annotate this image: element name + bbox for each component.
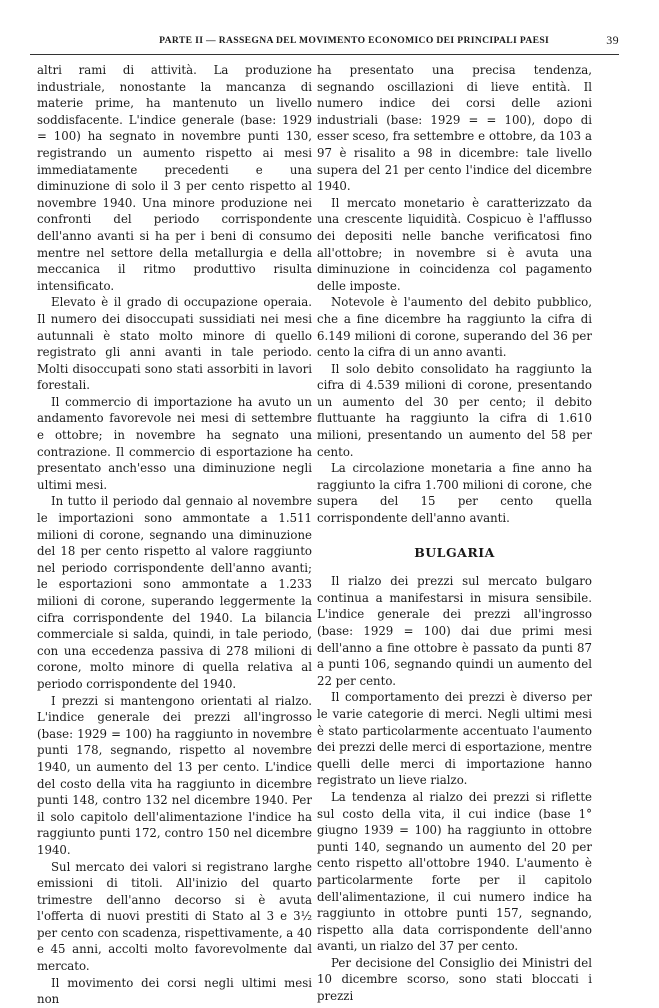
- paragraph: Sul mercato dei valori si registrano larghe emissioni di titoli. All'inizio del quarto trimestre dell'anno decorso si è avuta l'offerta di nuovi prestiti di Stato al 3 e 3½ per cento con scadenza, rispettivamente, a 40 e 45 anni, accolti molto favorevolmente dal mercato.: [37, 859, 312, 974]
- paragraph: Il mercato monetario è caratterizzato da una crescente liquidità. Cospicuo è l'afflusso dei depositi nelle banche verificatosi fino all'ottobre; in novembre si è avuta una diminuzione in coincidenza col pagamento delle imposte.: [317, 195, 592, 293]
- paragraph: Il comportamento dei prezzi è diverso per le varie categorie di merci. Negli ultimi mesi è stato particolarmente accentuato l'aumento dei prezzi delle merci di esportazione, mentre quelli delle merci di importazione hanno registrato un lieve rialzo.: [317, 690, 592, 788]
- paragraph: Il movimento dei corsi negli ultimi mesi non: [37, 975, 312, 1007]
- paragraph: Il solo debito consolidato ha raggiunto la cifra di 4.539 milioni di corone, presentando un aumento del 30 per cento; il debito fluttuante ha raggiunto la cifra di 1.610 milioni, presentando un aumento del 58 per cento.: [317, 361, 592, 459]
- page-header: [62, 30, 619, 50]
- section-title-bulgaria: BULGARIA: [414, 544, 495, 560]
- paragraph: Notevole è l'aumento del debito pubblico, che a fine dicembre ha raggiunto la cifra di 6.149 milioni di corone, superando del 36 per cento la cifra di un anno avanti.: [317, 295, 592, 360]
- paragraph: I prezzi si mantengono orientati al rialzo. L'indice generale dei prezzi all'ingrosso (base: 1929 = 100) ha raggiunto in novembre punti 178, segnando, rispetto al novembre 1940, un aumento del 13 per cento. L'indice del costo della vita ha raggiunto in dicembre punti 148, contro 132 nel dicembre 1940. Per il solo capitolo dell'alimentazione l'indice ha raggiunto punti 172, contro 150 nel dicembre 1940.: [37, 693, 312, 857]
- running-title: PARTE II — RASSEGNA DEL MOVIMENTO ECONOMICO DEI PRINCIPALI PAESI: [159, 34, 550, 46]
- paragraph: La circolazione monetaria a fine anno ha raggiunto la cifra 1.700 milioni di corone, che supera del 15 per cento quella corrispondente dell'anno avanti.: [317, 461, 592, 526]
- paragraph: Il commercio di importazione ha avuto un andamento favorevole nei mesi di settembre e ottobre; in novembre ha segnato una contrazione. Il commercio di esportazione ha presentato anch'esso una diminuzione negli ultimi mesi.: [37, 394, 312, 492]
- left-column: [37, 62, 312, 1008]
- paragraph: In tutto il periodo dal gennaio al novembre le importazioni sono ammontate a 1.511 milioni di corone, segnando una diminuzione del 18 per cento rispetto al valore raggiunto nel periodo corrispondente dell'anno avanti; le esportazioni sono ammontate a 1.233 milioni di corone, superando leggermente la cifra corrispondente del 1940. La bilancia commerciale si salda, quindi, in tale periodo, con una eccedenza passiva di 278 milioni di corone, molto minore di quella relativa al periodo corrispondente del 1940.: [37, 494, 312, 691]
- header-rule: [30, 54, 619, 55]
- right-column: [317, 62, 592, 1005]
- paragraph: altri rami di attività. La produzione industriale, nonostante la mancanza di materie prime, ha mantenuto un livello soddisfacente. L'indice generale (base: 1929 = 100) ha segnato in novembre punti 130, registrando un aumento rispetto ai mesi immediatamente precedenti e una diminuzione di solo il 3 per cento rispetto al novembre 1940. Una minore produzione nei confronti del periodo corrispondente dell'anno avanti si ha per i beni di consumo mentre nel settore della metallurgia e della meccanica il ritmo produttivo risulta intensificato.: [37, 63, 312, 293]
- paragraph: Il rialzo dei prezzi sul mercato bulgaro continua a manifestarsi in misura sensibile. L'indice generale dei prezzi all'ingrosso (base: 1929 = 100) dai due primi mesi dell'anno a fine ottobre è passato da punti 87 a punti 106, segnando quindi un aumento del 22 per cento.: [317, 574, 592, 688]
- paragraph: Per decisione del Consiglio dei Ministri del 10 dicembre scorso, sono stati bloccati i prezzi: [317, 955, 592, 1004]
- page-number: 39: [606, 32, 619, 47]
- paragraph: Elevato è il grado di occupazione operaia. Il numero dei disoccupati sussidiati nei mesi autunnali è stato molto minore di quello registrato gli anni avanti in tale periodo. Molti disoccupati sono stati assorbiti in lavori forestali.: [37, 295, 312, 393]
- paragraph: ha presentato una precisa tendenza, segnando oscillazioni di lieve entità. Il numero indice dei corsi delle azioni industriali (base: 1929 = = 100), dopo di esser sceso, fra settembre e ottobre, da 103 a 97 è risalito a 98 in dicembre: tale livello supera del 21 per cento l'indice del dicembre 1940.: [317, 63, 592, 194]
- paragraph: La tendenza al rialzo dei prezzi si riflette sul costo della vita, il cui indice (base 1° giugno 1939 = 100) ha raggiunto in ottobre punti 140, segnando un aumento del 20 per cento rispetto all'ottobre 1940. L'aumento è particolarmente forte per il capitolo dell'alimentazione, il cui numero indice ha raggiunto in ottobre punti 157, segnando, rispetto alla data corrispondente dell'anno avanti, un rialzo del 37 per cento.: [317, 789, 592, 954]
